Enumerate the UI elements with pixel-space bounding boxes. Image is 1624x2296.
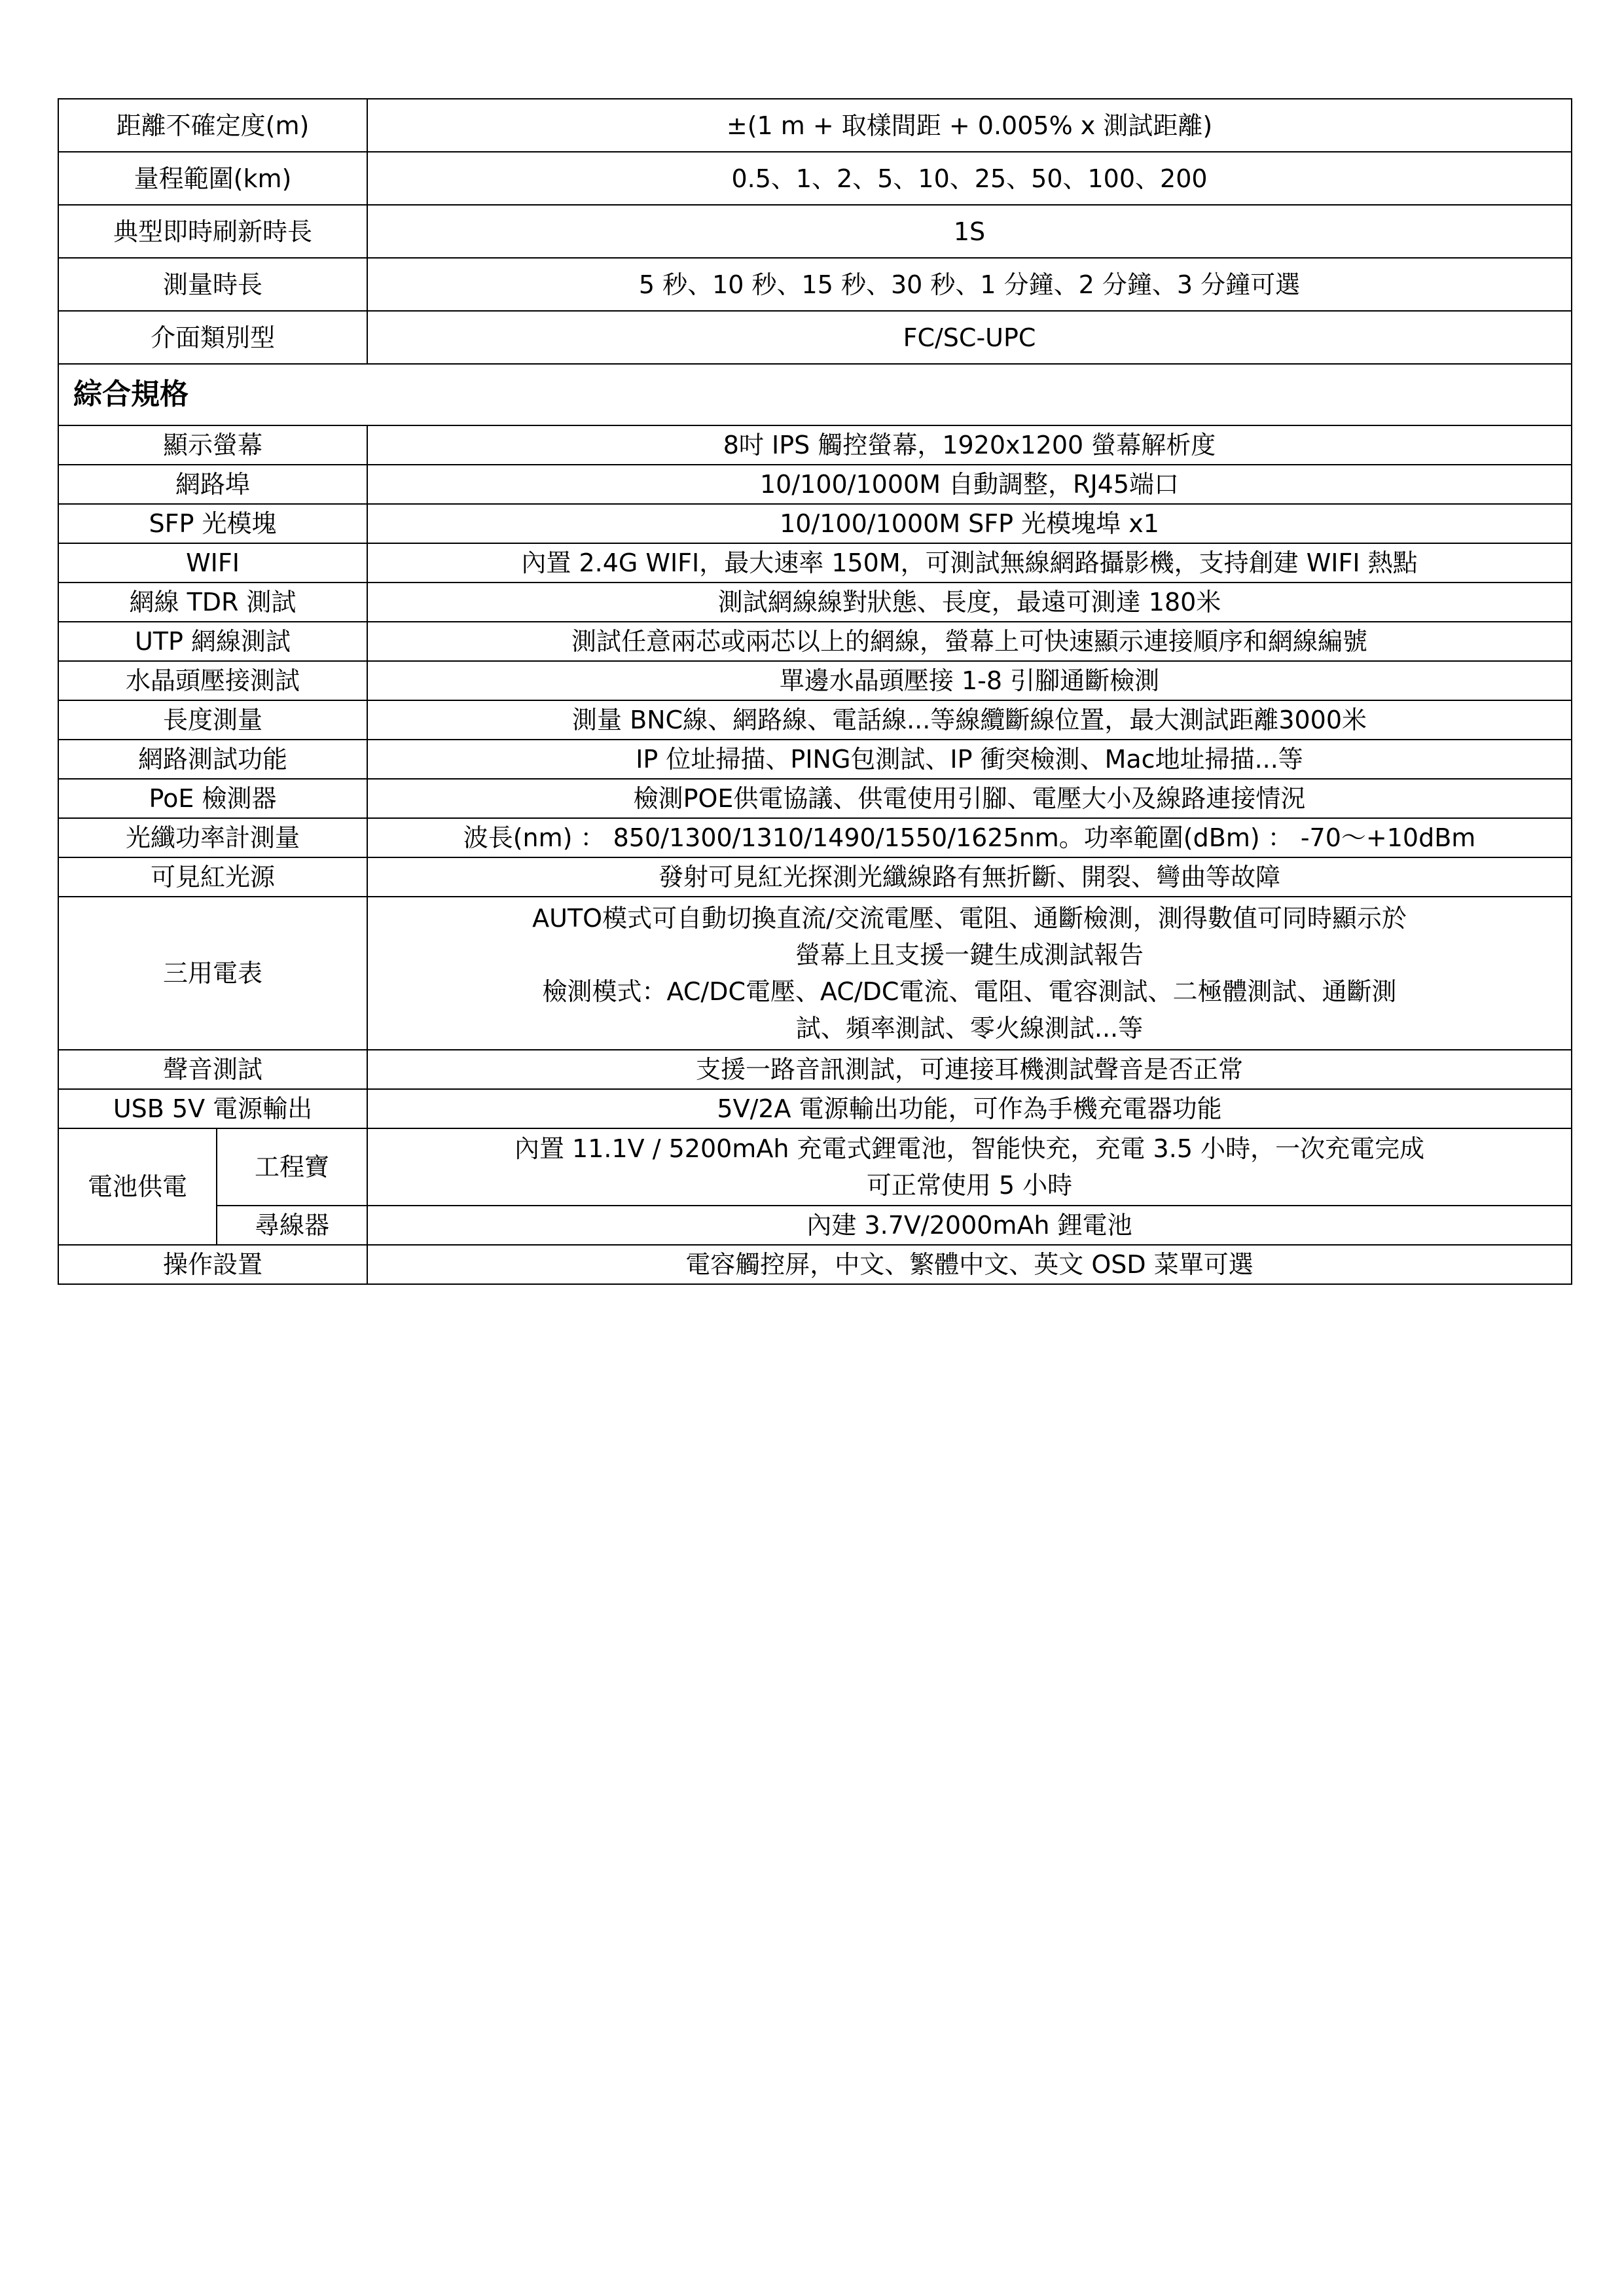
battery-label: 電池供電 bbox=[58, 1128, 217, 1245]
section-heading-row bbox=[58, 364, 1572, 425]
row-value: 10/100/1000M 自動調整，RJ45端口 bbox=[367, 465, 1572, 504]
row-label: 可見紅光源 bbox=[58, 857, 367, 897]
row-value: 10/100/1000M SFP 光模塊埠 x1 bbox=[367, 504, 1572, 543]
value-line: AUTO模式可自動切換直流/交流電壓、電阻、通斷檢測，測得數值可同時顯示於 bbox=[532, 904, 1407, 933]
row-value: FC/SC-UPC bbox=[367, 311, 1572, 364]
row-value: 1S bbox=[367, 205, 1572, 258]
table-row bbox=[58, 1245, 1572, 1284]
table-row bbox=[58, 311, 1572, 364]
table-row bbox=[58, 258, 1572, 311]
row-value: 測試網線線對狀態、長度，最遠可測達 180米 bbox=[367, 583, 1572, 622]
battery-sublabel: 工程寶 bbox=[217, 1128, 367, 1206]
row-value: 檢測POE供電協議、供電使用引腳、電壓大小及線路連接情況 bbox=[367, 779, 1572, 818]
spec-table bbox=[58, 98, 1572, 1285]
row-label: SFP 光模塊 bbox=[58, 504, 367, 543]
row-value: IP 位址掃描、PING包測試、IP 衝突檢測、Mac地址掃描...等 bbox=[367, 740, 1572, 779]
table-row bbox=[58, 504, 1572, 543]
row-value: 波長(nm) ： 850/1300/1310/1490/1550/1625nm。功率範圍(dBm) ： -70～+10dBm bbox=[367, 818, 1572, 857]
table-row-multimeter bbox=[58, 897, 1572, 1050]
row-value: 發射可見紅光探測光纖線路有無折斷、開裂、彎曲等故障 bbox=[367, 857, 1572, 897]
row-label: USB 5V 電源輸出 bbox=[58, 1089, 367, 1128]
row-value: 5V/2A 電源輸出功能，可作為手機充電器功能 bbox=[367, 1089, 1572, 1128]
value-line: 試、頻率測試、零火線測試...等 bbox=[795, 1014, 1144, 1043]
row-value bbox=[367, 1128, 1572, 1206]
row-value: 8吋 IPS 觸控螢幕，1920x1200 螢幕解析度 bbox=[367, 425, 1572, 465]
row-label: 介面類別型 bbox=[58, 311, 367, 364]
row-value: 5 秒、10 秒、15 秒、30 秒、1 分鐘、2 分鐘、3 分鐘可選 bbox=[367, 258, 1572, 311]
table-row bbox=[58, 205, 1572, 258]
table-row bbox=[58, 1050, 1572, 1089]
row-label: WIFI bbox=[58, 543, 367, 583]
section-heading: 綜合規格 bbox=[58, 364, 1572, 425]
row-label: 三用電表 bbox=[58, 897, 367, 1050]
row-label: 典型即時刷新時長 bbox=[58, 205, 367, 258]
row-value: 測試任意兩芯或兩芯以上的網線，螢幕上可快速顯示連接順序和網線編號 bbox=[367, 622, 1572, 661]
row-label: 量程範圍(km) bbox=[58, 152, 367, 205]
table-row bbox=[58, 779, 1572, 818]
row-label: 距離不確定度(m) bbox=[58, 99, 367, 152]
table-row bbox=[58, 465, 1572, 504]
row-label: 光纖功率計測量 bbox=[58, 818, 367, 857]
value-line: 螢幕上且支援一鍵生成測試報告 bbox=[795, 941, 1144, 969]
table-row bbox=[58, 740, 1572, 779]
value-line: 檢測模式：AC/DC電壓、AC/DC電流、電阻、電容測試、二極體測試、通斷測 bbox=[542, 977, 1397, 1006]
row-label: PoE 檢測器 bbox=[58, 779, 367, 818]
row-label: 網路測試功能 bbox=[58, 740, 367, 779]
row-value: 支援一路音訊測試，可連接耳機測試聲音是否正常 bbox=[367, 1050, 1572, 1089]
table-row-battery bbox=[58, 1128, 1572, 1206]
row-value: 內置 2.4G WIFI，最大速率 150M，可測試無線網路攝影機，支持創建 WIFI 熱點 bbox=[367, 543, 1572, 583]
row-label: 操作設置 bbox=[58, 1245, 367, 1284]
row-label: 顯示螢幕 bbox=[58, 425, 367, 465]
table-row bbox=[58, 583, 1572, 622]
value-line: 可正常使用 5 小時 bbox=[866, 1171, 1073, 1200]
table-row bbox=[58, 700, 1572, 740]
row-value: 內建 3.7V/2000mAh 鋰電池 bbox=[367, 1206, 1572, 1245]
table-row bbox=[58, 152, 1572, 205]
table-row-battery-finder bbox=[58, 1206, 1572, 1245]
row-value: ±(1 m + 取樣間距 + 0.005% x 測試距離) bbox=[367, 99, 1572, 152]
table-row bbox=[58, 622, 1572, 661]
row-label: 網線 TDR 測試 bbox=[58, 583, 367, 622]
row-value: 單邊水晶頭壓接 1-8 引腳通斷檢測 bbox=[367, 661, 1572, 700]
row-label: 聲音測試 bbox=[58, 1050, 367, 1089]
row-label: 長度測量 bbox=[58, 700, 367, 740]
table-row bbox=[58, 99, 1572, 152]
row-value bbox=[367, 897, 1572, 1050]
row-label: UTP 網線測試 bbox=[58, 622, 367, 661]
table-row bbox=[58, 425, 1572, 465]
table-row bbox=[58, 857, 1572, 897]
row-label: 測量時長 bbox=[58, 258, 367, 311]
value-line: 內置 11.1V / 5200mAh 充電式鋰電池，智能快充，充電 3.5 小時，一次充電完成 bbox=[514, 1134, 1425, 1163]
row-value: 測量 BNC線、網路線、電話線...等線纜斷線位置，最大測試距離3000米 bbox=[367, 700, 1572, 740]
table-row bbox=[58, 818, 1572, 857]
table-row bbox=[58, 543, 1572, 583]
battery-sublabel: 尋線器 bbox=[217, 1206, 367, 1245]
row-value: 電容觸控屏，中文、繁體中文、英文 OSD 菜單可選 bbox=[367, 1245, 1572, 1284]
table-row bbox=[58, 661, 1572, 700]
table-row bbox=[58, 1089, 1572, 1128]
row-label: 水晶頭壓接測試 bbox=[58, 661, 367, 700]
row-value: 0.5、1、2、5、10、25、50、100、200 bbox=[367, 152, 1572, 205]
row-label: 網路埠 bbox=[58, 465, 367, 504]
